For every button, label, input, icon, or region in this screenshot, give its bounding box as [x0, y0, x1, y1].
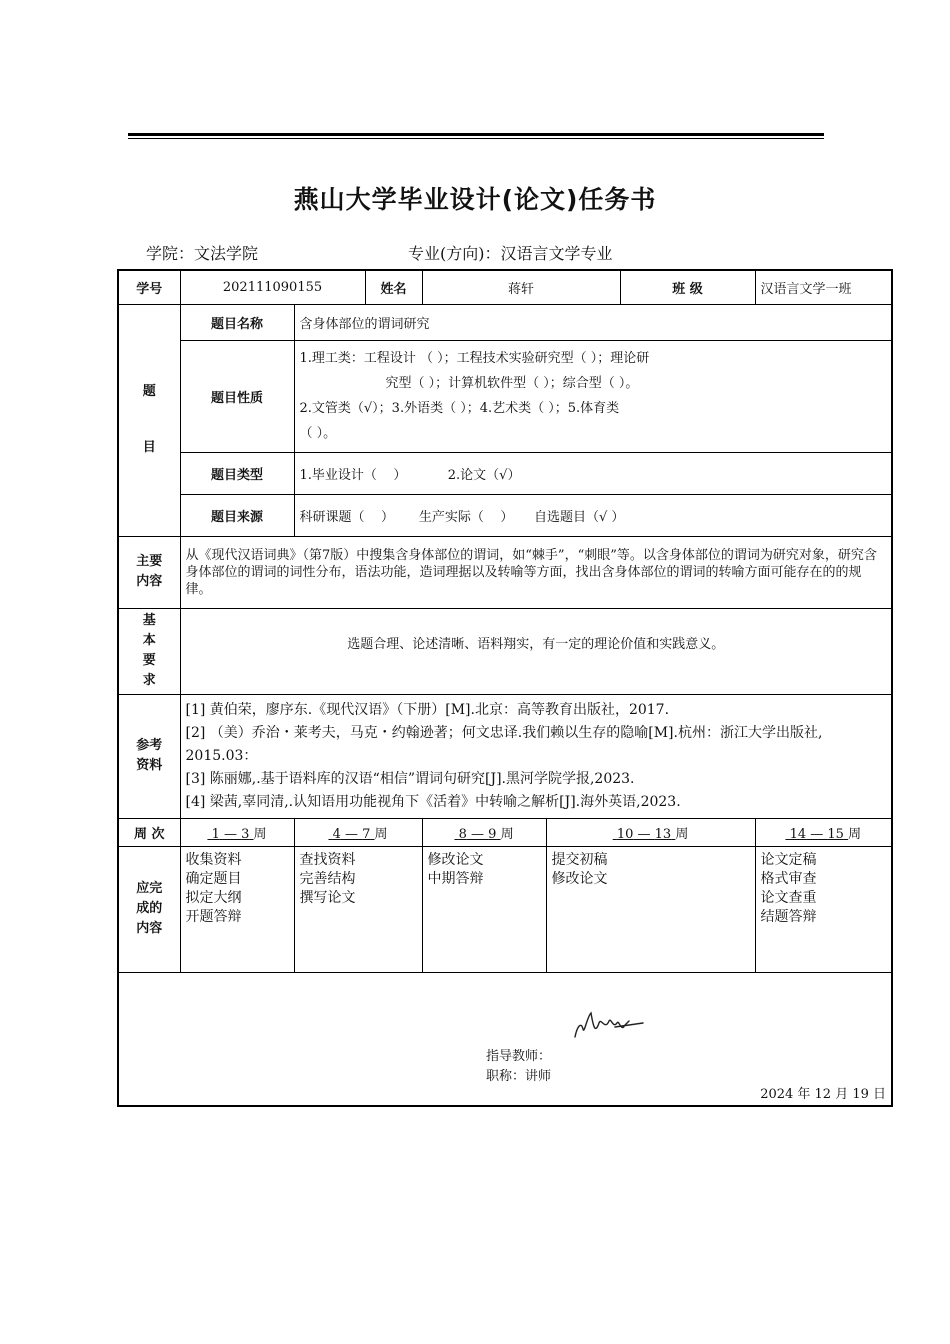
- requirements-label: [118, 608, 180, 694]
- task-item: 格式审查: [760, 870, 817, 887]
- week-unit: 周: [374, 826, 388, 842]
- tasks-label-line: 成的: [136, 901, 163, 916]
- main-content-label: [118, 536, 180, 608]
- topic-section-char-2: 目: [142, 440, 156, 455]
- topic-type-row: [118, 452, 892, 494]
- task-item: 查找资料: [299, 851, 356, 868]
- task-cell: [294, 846, 422, 972]
- nature-line: 究型（ ）；计算机软件型（ ）；综合型（ ）。: [385, 376, 639, 391]
- main-content-label-line: 内容: [136, 574, 163, 589]
- task-item: 修改论文: [427, 851, 484, 868]
- task-item: 结题答辩: [760, 908, 817, 925]
- week-to: 15: [827, 826, 844, 842]
- task-item: 修改论文: [551, 870, 608, 887]
- nature-line: 1.理工类：工程设计 （ ）；工程技术实验研究型（ ）；理论研: [299, 351, 650, 366]
- class-value: 汉语言文学一班: [755, 270, 892, 304]
- task-item: 完善结构: [299, 870, 356, 887]
- week-from: 4: [332, 826, 341, 842]
- signoff-date: 2024 年 12 月 19 日: [760, 1086, 887, 1102]
- reference-item: [1] 黄伯荣，廖序东.《现代汉语》（下册）[M].北京：高等教育出版社，2017.: [185, 701, 670, 718]
- topic-source-value: 科研课题（ ） 生产实际（ ） 自选题目（√ ）: [294, 494, 892, 536]
- topic-type-value: 1.毕业设计（ ） 2.论文（√）: [294, 452, 892, 494]
- college-label: 学院：文法学院: [146, 244, 259, 263]
- topic-nature-label: 题目性质: [180, 340, 294, 452]
- week-from: 1: [211, 826, 220, 842]
- student-name-value: 蒋轩: [422, 270, 620, 304]
- week-range: 8 — 9 周: [422, 818, 546, 846]
- student-id-value: 202111090155: [180, 270, 365, 304]
- topic-name-label: 题目名称: [180, 304, 294, 340]
- nature-line: （ ）。: [299, 426, 337, 441]
- references-label-line: 资料: [136, 758, 163, 773]
- week-to: 13: [654, 826, 672, 842]
- student-row: [118, 270, 892, 304]
- task-cell: [546, 846, 755, 972]
- topic-section-char-1: 题: [142, 384, 156, 399]
- reference-item: [2] （美）乔治・莱考夫，马克・约翰逊著；何文忠译.我们赖以生存的隐喻[M].杭州：浙江大学出版社, 2015.03：: [185, 724, 823, 764]
- main-content-text: 从《现代汉语词典》（第7版）中搜集含身体部位的谓词，如“棘手”，“刺眼”等。以含身体部位的谓词为研究对象，研究含身体部位的谓词的词性分布，语法功能，造词理据以及转喻等方面，找出含身体部位的谓词的转喻方面可能存在的的规律。: [180, 536, 892, 608]
- major-label: 专业(方向)：汉语言文学专业: [408, 244, 613, 263]
- requirements-label-char: 本: [142, 633, 156, 648]
- student-name-label: 姓名: [365, 270, 422, 304]
- requirements-label-char: 求: [142, 673, 156, 688]
- task-form-table: [117, 269, 893, 1107]
- page-title: 燕山大学毕业设计(论文)任务书: [293, 185, 657, 214]
- week-from: 14: [789, 826, 807, 842]
- week-unit: 周: [500, 826, 514, 842]
- references-label: [118, 694, 180, 818]
- task-item: 中期答辩: [427, 870, 484, 887]
- task-item: 确定题目: [185, 870, 242, 887]
- week-from: 10: [616, 826, 634, 842]
- task-item: 拟定大纲: [185, 889, 242, 906]
- references-label-line: 参考: [136, 738, 163, 753]
- topic-nature-value: [294, 340, 892, 452]
- references-list: [180, 694, 892, 818]
- requirements-row: [118, 608, 892, 694]
- main-content-label-line: 主要: [136, 554, 163, 569]
- topic-name-value: 含身体部位的谓词研究: [294, 304, 892, 340]
- topic-source-row: [118, 494, 892, 536]
- nature-line: 2.文管类（√）；3.外语类（ ）；4.艺术类（ ）；5.体育类: [299, 401, 620, 416]
- tasks-label-line: 内容: [136, 921, 163, 936]
- week-from: 8: [458, 826, 467, 842]
- week-unit: 周: [675, 826, 689, 842]
- header-rule-thin: [128, 138, 824, 139]
- reference-item: [4] 梁茜,辜同清,.认知语用功能视角下《活着》中转喻之解析[J].海外英语,2023.: [185, 793, 681, 810]
- requirements-text: 选题合理、论述清晰、语料翔实，有一定的理论价值和实践意义。: [180, 608, 892, 694]
- header-rule-thick: [128, 133, 824, 136]
- task-cell: [755, 846, 892, 972]
- week-label: 周 次: [118, 818, 180, 846]
- topic-source-label: 题目来源: [180, 494, 294, 536]
- topic-name-row: [118, 304, 892, 340]
- task-item: 撰写论文: [299, 889, 356, 906]
- week-unit: 周: [848, 826, 862, 842]
- tasks-row: [118, 846, 892, 972]
- requirements-label-char: 基: [142, 613, 156, 628]
- task-item: 论文查重: [760, 889, 817, 906]
- week-to: 7: [362, 826, 371, 842]
- task-cell: [422, 846, 546, 972]
- main-content-row: [118, 536, 892, 608]
- advisor-title: 职称：讲师: [486, 1068, 552, 1084]
- signoff-cell: [118, 972, 892, 1106]
- topic-nature-row: [118, 340, 892, 452]
- week-unit: 周: [253, 826, 267, 842]
- reference-item: [3] 陈丽娜,.基于语料库的汉语“相信”谓词句研究[J].黑河学院学报,2023.: [185, 770, 635, 787]
- task-item: 提交初稿: [551, 851, 608, 868]
- week-to: 3: [241, 826, 250, 842]
- advisor-label: 指导教师：: [486, 1048, 552, 1064]
- task-cell: [180, 846, 294, 972]
- topic-type-label: 题目类型: [180, 452, 294, 494]
- tasks-label-line: 应完: [136, 881, 163, 896]
- week-range: 1 — 3 周: [180, 818, 294, 846]
- topic-section-label: [118, 304, 180, 536]
- week-to: 9: [488, 826, 497, 842]
- task-item: 开题答辩: [185, 908, 242, 925]
- requirements-label-char: 要: [142, 653, 156, 668]
- references-row: [118, 694, 892, 818]
- class-label: 班 级: [620, 270, 755, 304]
- task-item: 收集资料: [185, 851, 242, 868]
- week-range: 14 — 15 周: [755, 818, 892, 846]
- student-id-label: 学号: [118, 270, 180, 304]
- week-range: 4 — 7 周: [294, 818, 422, 846]
- advisor-signature: [571, 1007, 647, 1043]
- task-item: 论文定稿: [760, 851, 817, 868]
- tasks-label: [118, 846, 180, 972]
- week-range: 10 — 13 周: [546, 818, 755, 846]
- week-row: [118, 818, 892, 846]
- signoff-row: [118, 972, 892, 1106]
